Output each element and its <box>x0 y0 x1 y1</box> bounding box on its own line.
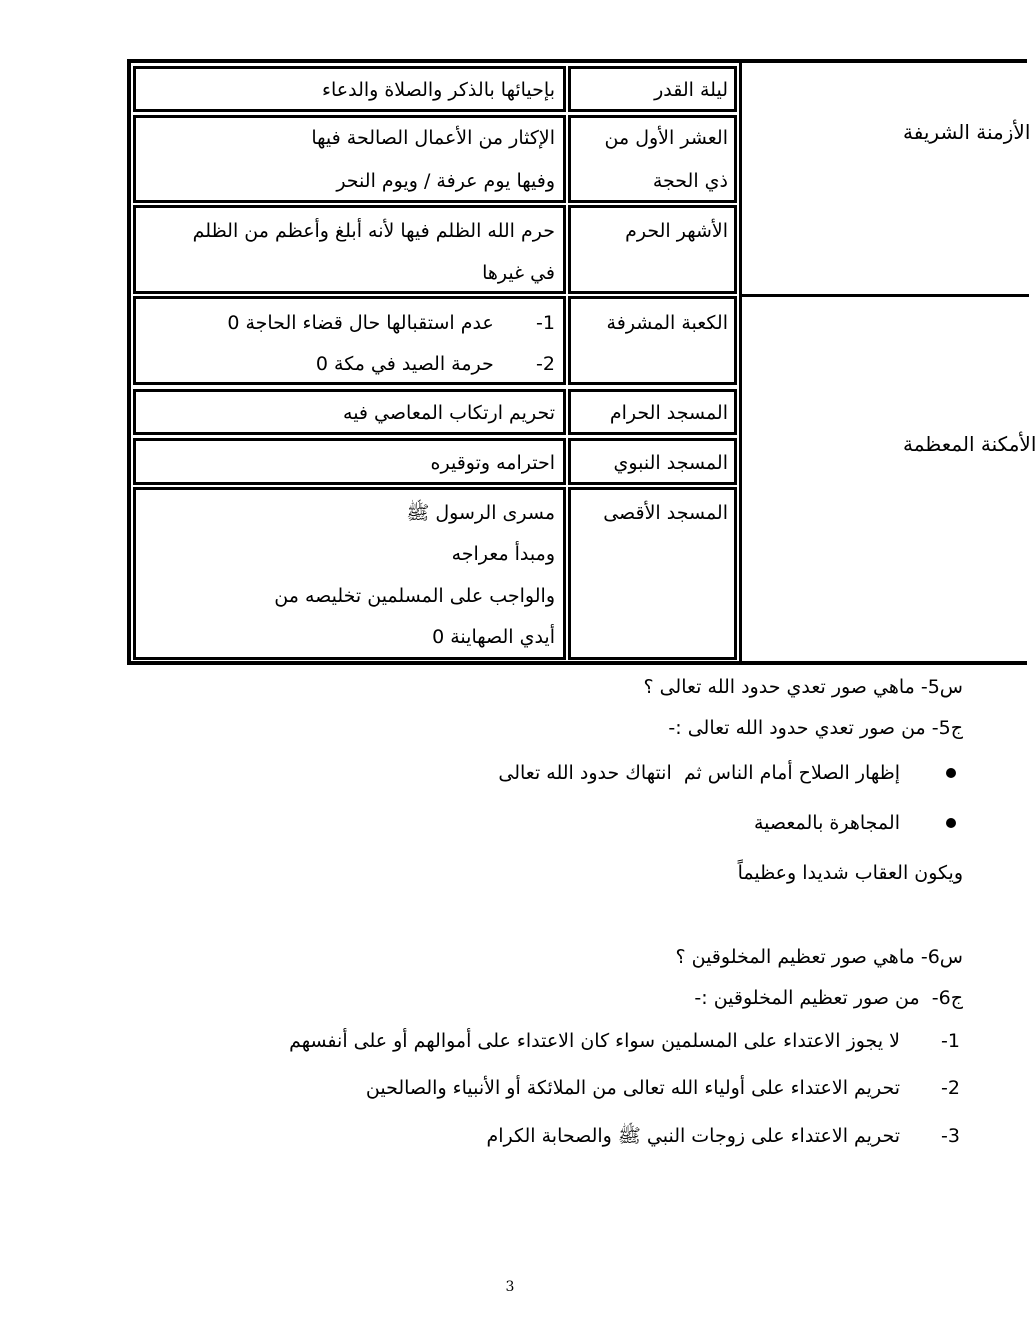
desc-line: ومبدأ معراجه <box>451 543 555 565</box>
group-label-places: الأمكنة المعظمة <box>903 432 1036 456</box>
item-line: المسجد الحرام <box>609 402 728 424</box>
list-number: 2- <box>941 1077 960 1099</box>
desc-line: بإحيائها بالذكر والصلاة والدعاء <box>322 79 555 101</box>
question-heading: س5- ماهي صور تعدي حدود الله تعالى ؟ <box>643 676 963 698</box>
list-item: تحريم الاعتداء على زوجات النبي ﷺ والصحابة الكرام <box>486 1125 900 1147</box>
group-label-times: الأزمنة الشريفة <box>903 120 1031 144</box>
desc-line: تحريم ارتكاب المعاصي فيه <box>343 402 555 424</box>
desc-line: أيدي الصهاينة 0 <box>432 626 555 648</box>
item-line: ليلة القدر <box>654 79 728 101</box>
answer-heading: ج5- من صور تعدي حدود الله تعالى :- <box>668 717 963 739</box>
item-line: العشر الأول من <box>604 127 728 149</box>
desc-line: 2- حرمة الصيد في مكة 0 <box>315 353 555 375</box>
desc-line: الإكثار من الأعمال الصالحة فيها <box>311 127 555 149</box>
desc-line: حرم الله الظلم فيها لأنه أبلغ وأعظم من الظلم <box>192 220 555 242</box>
conclusion-text: ويكون العقاب شديدا وعظيماً <box>737 862 963 884</box>
item-line: المسجد الأقصى <box>603 502 728 524</box>
item-line: الكعبة المشرفة <box>606 312 728 334</box>
bullet-item: إظهار الصلاح أمام الناس ثم انتهاك حدود الله تعالى <box>498 762 900 784</box>
list-item: تحريم الاعتداء على أولياء الله تعالى من الملائكة أو الأنبياء والصالحين <box>365 1077 900 1099</box>
desc-line: مسرى الرسول ﷺ <box>406 502 555 524</box>
bullet-item: المجاهرة بالمعصية <box>753 812 900 834</box>
desc-line: والواجب على المسلمين تخليصه من <box>274 585 555 607</box>
page-number: 3 <box>505 1279 515 1295</box>
desc-line: في غيرها <box>482 262 555 284</box>
list-number: 3- <box>941 1125 960 1147</box>
item-line: المسجد النبوي <box>613 452 728 474</box>
desc-line: احترامه وتوقيره <box>430 452 555 474</box>
item-line: الأشهر الحرم <box>625 220 728 242</box>
item-line: ذي الحجة <box>652 170 728 192</box>
desc-line: 1- عدم استقبالها حال قضاء الحاجة 0 <box>227 312 555 334</box>
question-heading: س6- ماهي صور تعظيم المخلوقين ؟ <box>675 946 963 968</box>
desc-line: وفيها يوم عرفة / ويوم النحر <box>336 170 555 192</box>
list-item: لا يجوز الاعتداء على المسلمين سواء كان الاعتداء على أموالهم أو على أنفسهم <box>289 1030 900 1052</box>
list-number: 1- <box>941 1030 960 1052</box>
answer-heading: ج6- من صور تعظيم المخلوقين :- <box>694 987 963 1009</box>
